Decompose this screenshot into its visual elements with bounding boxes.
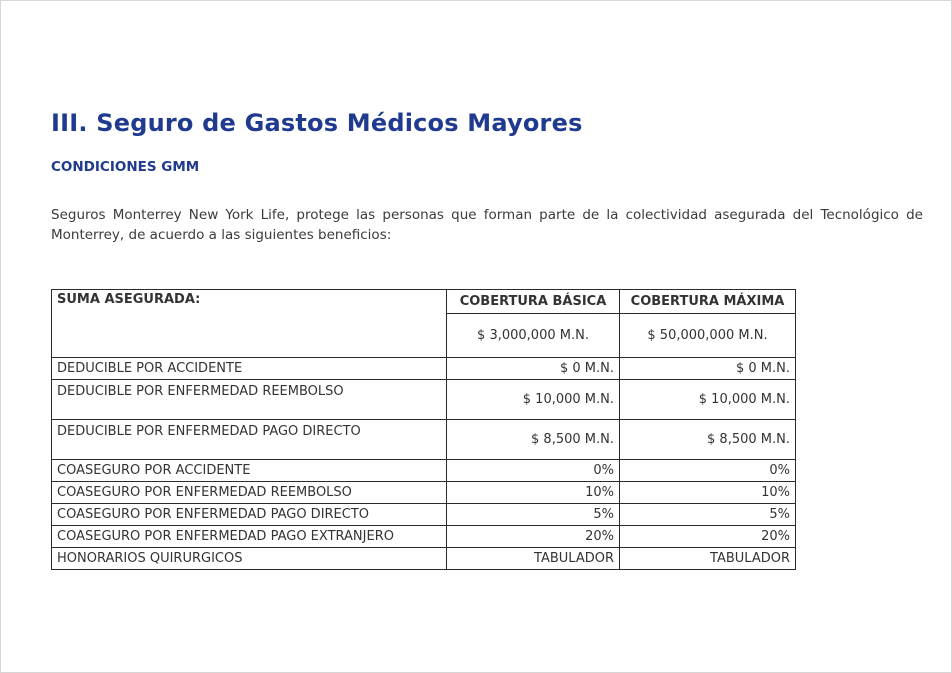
row-basica-value: 10%	[447, 482, 620, 504]
table-row	[52, 526, 796, 548]
row-basica-value: $ 8,500 M.N.	[447, 420, 620, 460]
row-label: COASEGURO POR ENFERMEDAD REEMBOLSO	[52, 482, 447, 504]
maxima-sum-amount: $ 50,000,000 M.N.	[620, 314, 796, 358]
row-basica-value: 0%	[447, 460, 620, 482]
section-subtitle: CONDICIONES GMM	[51, 159, 200, 175]
table-row	[52, 380, 796, 420]
page-title: III. Seguro de Gastos Médicos Mayores	[51, 109, 583, 137]
header-suma-asegurada: SUMA ASEGURADA:	[52, 290, 447, 358]
row-basica-value: 5%	[447, 504, 620, 526]
row-label: COASEGURO POR ENFERMEDAD PAGO DIRECTO	[52, 504, 447, 526]
row-maxima-value: $ 0 M.N.	[620, 358, 796, 380]
table-row	[52, 420, 796, 460]
row-basica-value: $ 0 M.N.	[447, 358, 620, 380]
table-row	[52, 460, 796, 482]
row-label: HONORARIOS QUIRURGICOS	[52, 548, 447, 570]
row-label: DEDUCIBLE POR ENFERMEDAD PAGO DIRECTO	[52, 420, 447, 460]
basica-sum-amount: $ 3,000,000 M.N.	[447, 314, 620, 358]
table-row	[52, 482, 796, 504]
table-row	[52, 358, 796, 380]
intro-paragraph: Seguros Monterrey New York Life, protege las personas que forman parte de la colectividad asegurada del Tecnológico de Monterrey, de acuerdo a las siguientes beneficios:	[51, 207, 923, 243]
row-label: DEDUCIBLE POR ACCIDENTE	[52, 358, 447, 380]
header-cobertura-basica: COBERTURA BÁSICA	[447, 290, 620, 314]
header-cobertura-maxima: COBERTURA MÁXIMA	[620, 290, 796, 314]
row-basica-value: TABULADOR	[447, 548, 620, 570]
row-maxima-value: $ 8,500 M.N.	[620, 420, 796, 460]
row-maxima-value: 10%	[620, 482, 796, 504]
row-maxima-value: TABULADOR	[620, 548, 796, 570]
table-header-row	[52, 290, 796, 314]
table-row	[52, 548, 796, 570]
row-maxima-value: $ 10,000 M.N.	[620, 380, 796, 420]
row-maxima-value: 20%	[620, 526, 796, 548]
row-maxima-value: 0%	[620, 460, 796, 482]
table-row	[52, 504, 796, 526]
row-label: DEDUCIBLE POR ENFERMEDAD REEMBOLSO	[52, 380, 447, 420]
coverage-table	[51, 289, 796, 570]
row-maxima-value: 5%	[620, 504, 796, 526]
row-basica-value: $ 10,000 M.N.	[447, 380, 620, 420]
row-label: COASEGURO POR ACCIDENTE	[52, 460, 447, 482]
row-label: COASEGURO POR ENFERMEDAD PAGO EXTRANJERO	[52, 526, 447, 548]
row-basica-value: 20%	[447, 526, 620, 548]
